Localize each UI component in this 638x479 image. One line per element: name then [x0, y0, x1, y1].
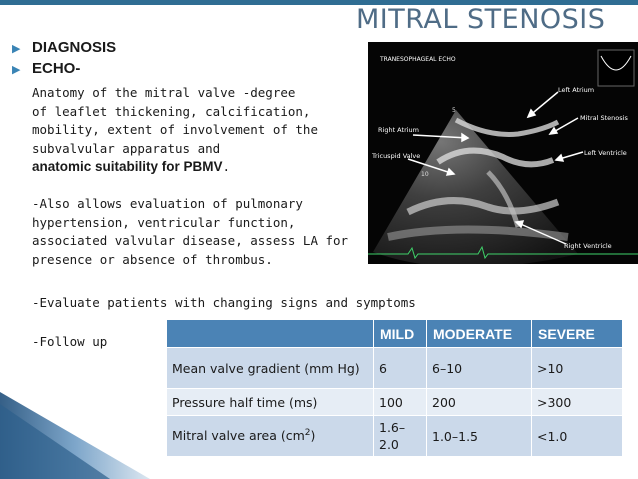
bullet-list [12, 38, 116, 80]
bullet-diagnosis [12, 38, 116, 59]
mitral-stenosis-label: Mitral Stenosis [580, 114, 628, 122]
text-line: subvalvular apparatus and [32, 140, 221, 156]
cell-moderate: 200 [427, 389, 532, 416]
echo-description [32, 84, 372, 269]
cell-moderate: 1.0–1.5 [427, 416, 532, 457]
text-line: presence or absence of thrombus. [32, 251, 273, 267]
slide-title: MITRAL STENOSIS [356, 4, 606, 35]
cell-mild: 6 [374, 348, 427, 389]
cell-severe: >300 [532, 389, 623, 416]
right-ventricle-label: Right Ventricle [564, 242, 612, 250]
left-atrium-label: Left Atrium [558, 86, 595, 94]
row-label: Pressure half time (ms) [167, 389, 374, 416]
text-line: -Also allows evaluation of pulmonary [32, 196, 303, 211]
cell-severe: >10 [532, 348, 623, 389]
severity-table [167, 320, 623, 456]
superscript: 2 [304, 428, 311, 439]
triangle-bullet-icon: ▶ [12, 63, 21, 76]
header-moderate: MODERATE [427, 320, 532, 348]
text-line [32, 158, 372, 177]
table-header-blank [167, 320, 374, 348]
row-label [167, 416, 374, 457]
followup-line: -Follow up [32, 334, 108, 349]
bullet-echo [12, 59, 116, 80]
echo-header-label: TRANESOPHAGEAL ECHO [380, 56, 456, 63]
row-label: Mean valve gradient (mm Hg) [167, 348, 374, 389]
bullet-label: DIAGNOSIS [32, 39, 117, 56]
text-line: Anatomy of the mitral valve -degree [32, 85, 296, 100]
table-row [167, 416, 623, 457]
right-atrium-label: Right Atrium [378, 126, 419, 134]
left-ventricle-label: Left Ventricle [584, 149, 627, 157]
row-label-end: ) [310, 428, 316, 444]
cell-severe: <1.0 [532, 416, 623, 457]
row-label-text: Mitral valve area (cm [172, 428, 305, 444]
table-row [167, 348, 623, 389]
text-line: mobility, extent of involvement of the [32, 122, 318, 137]
evaluate-line: -Evaluate patients with changing signs and symptoms [32, 295, 416, 310]
table-row [167, 389, 623, 416]
triangle-bullet-icon: ▶ [12, 42, 21, 55]
bullet-label: ECHO- [32, 60, 81, 77]
header-mild: MILD [374, 320, 427, 348]
cell-moderate: 6–10 [427, 348, 532, 389]
depth-mark: 5 [452, 107, 456, 114]
text-line: of leaflet thickening, calcification, [32, 103, 311, 119]
echo-image [368, 42, 638, 264]
text-line: hypertension, ventricular function, [32, 214, 296, 230]
table-header-row [167, 320, 623, 348]
text-line: associated valvular disease, assess LA for [32, 233, 349, 248]
tricuspid-valve-label: Tricuspid Valve [372, 152, 421, 160]
depth-mark: 10 [421, 171, 429, 178]
header-severe: SEVERE [532, 320, 623, 348]
bold-phrase: anatomic suitability for PBMV [32, 159, 223, 174]
bold-suffix: . [222, 159, 231, 174]
cell-mild: 1.6–2.0 [374, 416, 427, 457]
cell-mild: 100 [374, 389, 427, 416]
